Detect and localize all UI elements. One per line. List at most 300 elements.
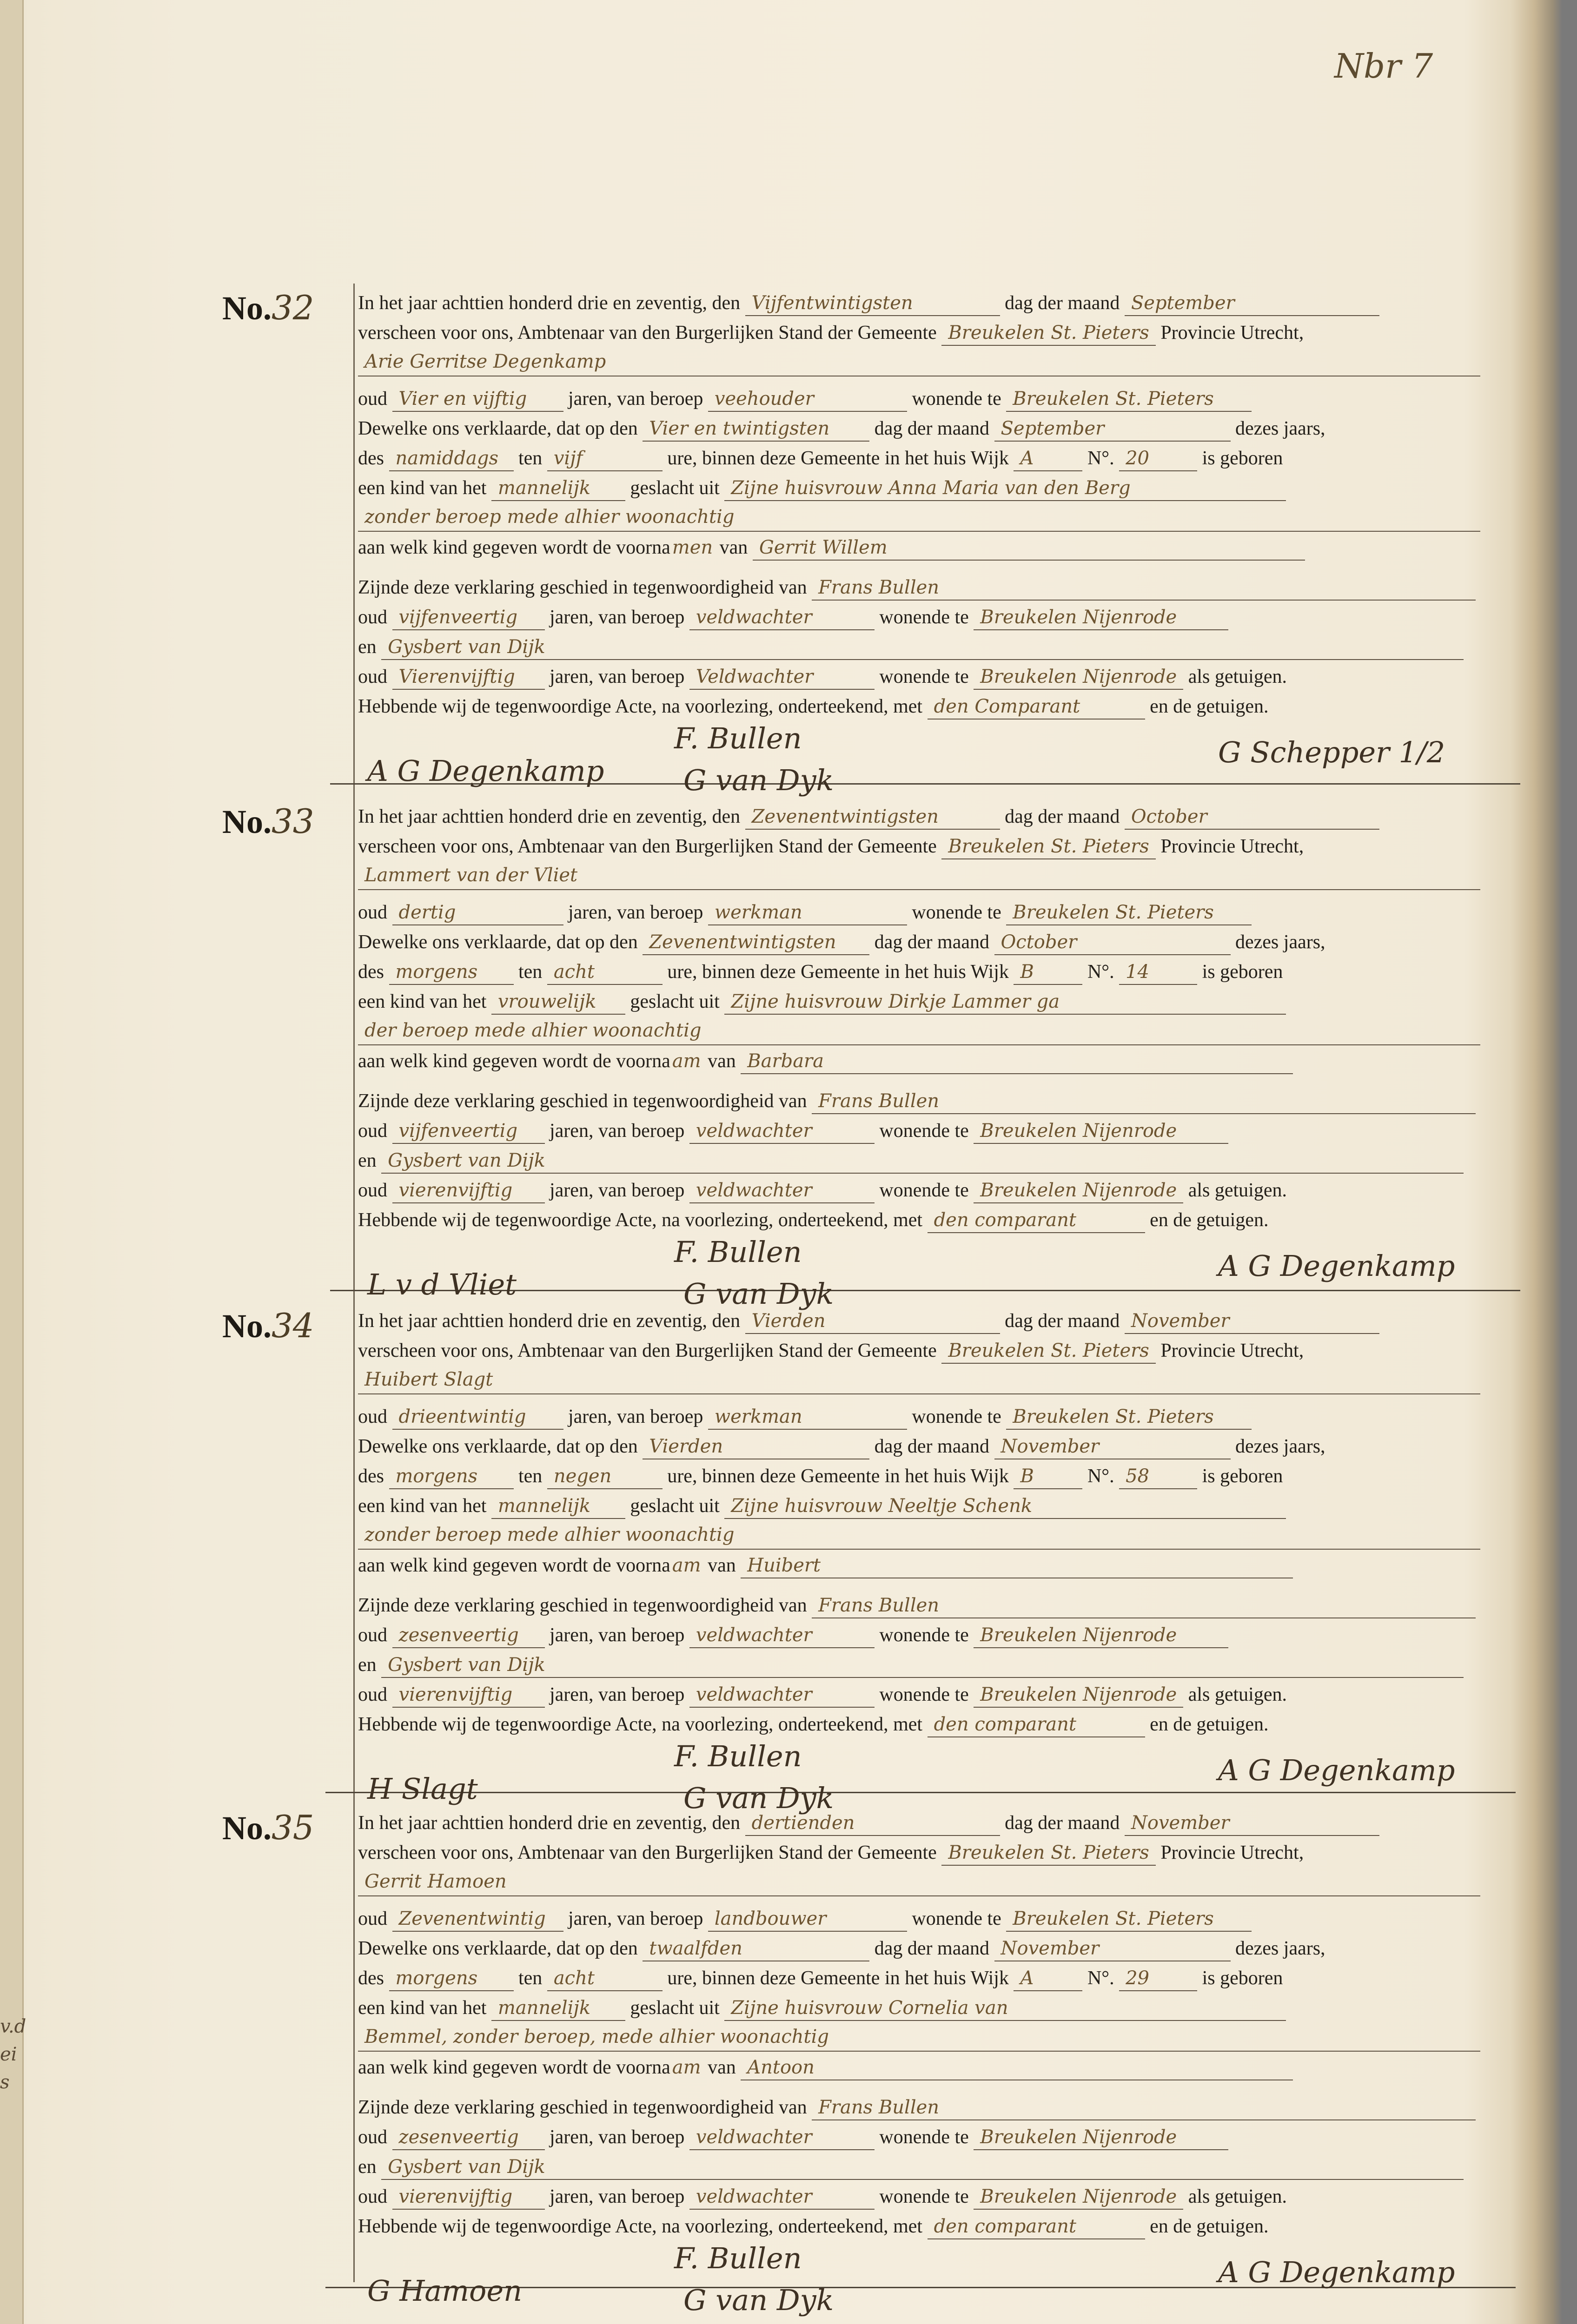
record-line-birthdate bbox=[358, 927, 1525, 957]
printed-form-text: oud bbox=[358, 1406, 387, 1427]
printed-form-text: aan welk kind gegeven wordt de voorna bbox=[358, 1050, 670, 1072]
handwritten-name-suffix: men bbox=[672, 537, 713, 558]
handwritten-w1-res: Breukelen Nijenrode bbox=[974, 1623, 1228, 1648]
printed-form-text: In het jaar achttien honderd drie en zeventig, den bbox=[358, 1310, 741, 1332]
printed-form-text: en bbox=[358, 2156, 377, 2178]
printed-form-text: een kind van het bbox=[358, 1495, 487, 1517]
record-line-witness2 bbox=[358, 632, 1525, 662]
printed-form-text: jaren, van beroep bbox=[550, 2126, 685, 2148]
printed-form-text: dag der maand bbox=[874, 931, 989, 953]
printed-form-text: ure, binnen deze Gemeente in het huis Wijk bbox=[667, 1967, 1009, 1989]
record-line-witness1 bbox=[358, 573, 1525, 602]
printed-form-text: wonende te bbox=[912, 1406, 1001, 1427]
printed-form-text: van bbox=[708, 1555, 736, 1576]
record-line-witness1-details bbox=[358, 1620, 1525, 1650]
printed-form-text: Dewelke ons verklaarde, dat op den bbox=[358, 418, 638, 439]
record-line-witness2-details bbox=[358, 1680, 1525, 1710]
printed-form-text: Provincie Utrecht, bbox=[1160, 1340, 1304, 1361]
printed-form-text: oud bbox=[358, 1120, 387, 1142]
printed-form-text: Hebbende wij de tegenwoordige Acte, na voorlezing, onderteekend, met bbox=[358, 2216, 923, 2237]
printed-form-text: oud bbox=[358, 388, 387, 409]
record-line-profession bbox=[358, 384, 1525, 414]
handwritten-gemeente: Breukelen St. Pieters bbox=[941, 1339, 1155, 1364]
handwritten-w2-age: vierenvijftig bbox=[392, 1683, 545, 1708]
handwritten-w1-res: Breukelen Nijenrode bbox=[974, 605, 1228, 630]
handwritten-time-of-day: namiddags bbox=[389, 446, 514, 471]
handwritten-gemeente: Breukelen St. Pieters bbox=[941, 834, 1155, 859]
birth-record bbox=[222, 802, 1525, 1337]
signature-declarant: A G Degenkamp bbox=[367, 754, 604, 788]
record-line-profession bbox=[358, 1904, 1525, 1934]
printed-form-text: des bbox=[358, 448, 384, 469]
record-line-birthdate bbox=[358, 1934, 1525, 1963]
signature-other: A G Degenkamp bbox=[1218, 2255, 1455, 2289]
signature-witness2: G van Dyk bbox=[683, 763, 834, 797]
handwritten-birth-day: Vierden bbox=[643, 1434, 869, 1459]
record-line-child-name bbox=[358, 2053, 1525, 2082]
printed-form-text: is geboren bbox=[1202, 1967, 1283, 1989]
printed-form-text: verscheen voor ons, Ambtenaar van den Burgerlijken Stand der Gemeente bbox=[358, 322, 937, 343]
printed-form-text: oud bbox=[358, 1684, 387, 1705]
printed-form-text: als getuigen. bbox=[1188, 1684, 1287, 1705]
record-line-signing bbox=[358, 1710, 1525, 1739]
handwritten-w1-prof: veldwachter bbox=[689, 1623, 875, 1648]
printed-form-text: aan welk kind gegeven wordt de voorna bbox=[358, 2057, 670, 2078]
printed-form-text: van bbox=[708, 2057, 736, 2078]
printed-form-text: dag der maand bbox=[1005, 806, 1120, 827]
printed-form-text: N°. bbox=[1087, 448, 1114, 469]
printed-form-text: van bbox=[719, 537, 748, 558]
handwritten-w1-age: vijfenveertig bbox=[392, 605, 545, 630]
record-line-time bbox=[358, 443, 1525, 473]
signature-other: A G Degenkamp bbox=[1218, 1249, 1455, 1283]
printed-form-text: dezes jaars, bbox=[1235, 931, 1325, 953]
printed-form-text: als getuigen. bbox=[1188, 666, 1287, 687]
handwritten-mother-cont: zonder beroep mede alhier woonachtig bbox=[358, 503, 1480, 532]
handwritten-child-name: Barbara bbox=[741, 1049, 1293, 1074]
handwritten-witness2: Gysbert van Dijk bbox=[381, 635, 1464, 660]
handwritten-signed-with: den comparant bbox=[928, 1208, 1145, 1233]
birth-record bbox=[222, 288, 1525, 824]
record-line-witness1 bbox=[358, 1591, 1525, 1620]
handwritten-mother-cont: Bemmel, zonder beroep, mede alhier woonachtig bbox=[358, 2023, 1480, 2052]
handwritten-birth-day: Vier en twintigsten bbox=[643, 416, 869, 442]
handwritten-signed-with: den comparant bbox=[928, 2214, 1145, 2239]
handwritten-no-value: 34 bbox=[272, 1306, 314, 1345]
handwritten-w2-res: Breukelen Nijenrode bbox=[974, 1178, 1183, 1203]
record-line-mother-cont bbox=[358, 503, 1525, 533]
printed-form-text: is geboren bbox=[1202, 961, 1283, 983]
handwritten-profession: landbouwer bbox=[708, 1907, 907, 1932]
printed-form-text: dag der maand bbox=[874, 1938, 989, 1959]
handwritten-name-suffix: am bbox=[672, 1555, 701, 1576]
record-line-date bbox=[358, 288, 1525, 318]
printed-form-text: verscheen voor ons, Ambtenaar van den Burgerlijken Stand der Gemeente bbox=[358, 1842, 937, 1863]
printed-form-text: oud bbox=[358, 666, 387, 687]
printed-form-text: geslacht uit bbox=[630, 991, 720, 1012]
record-line-date bbox=[358, 1306, 1525, 1336]
record-line-child-name bbox=[358, 1551, 1525, 1580]
birth-record bbox=[222, 1808, 1525, 2324]
printed-form-text: oud bbox=[358, 1624, 387, 1646]
handwritten-no-value: 32 bbox=[272, 288, 314, 327]
handwritten-no-label: No. bbox=[222, 1307, 272, 1345]
margin-notes bbox=[0, 2013, 26, 2096]
printed-form-text: als getuigen. bbox=[1188, 2186, 1287, 2207]
handwritten-w2-res: Breukelen Nijenrode bbox=[974, 1683, 1183, 1708]
printed-form-text: aan welk kind gegeven wordt de voorna bbox=[358, 537, 670, 558]
previous-page-edge bbox=[0, 0, 27, 2324]
handwritten-month: November bbox=[1125, 1811, 1379, 1836]
handwritten-w2-res: Breukelen Nijenrode bbox=[974, 2185, 1183, 2210]
handwritten-profession: werkman bbox=[708, 900, 907, 925]
handwritten-witness2: Gysbert van Dijk bbox=[381, 1149, 1464, 1174]
printed-form-text: een kind van het bbox=[358, 991, 487, 1012]
handwritten-no-value: 35 bbox=[272, 1808, 314, 1847]
signature-other: G Schepper 1/2 bbox=[1218, 735, 1445, 769]
record-line-sex bbox=[358, 1993, 1525, 2023]
printed-form-text: Zijnde deze verklaring geschied in tegenwoordigheid van bbox=[358, 577, 807, 598]
record-line-signing bbox=[358, 692, 1525, 721]
handwritten-declarant: Gerrit Hamoen bbox=[358, 1868, 1480, 1896]
margin-note: v.d bbox=[0, 2016, 27, 2037]
printed-form-text: geslacht uit bbox=[630, 477, 720, 499]
printed-form-text: dezes jaars, bbox=[1235, 1436, 1325, 1457]
handwritten-name-suffix: am bbox=[672, 1050, 701, 1072]
handwritten-w1-age: vijfenveertig bbox=[392, 1119, 545, 1144]
printed-form-text: en de getuigen. bbox=[1150, 2216, 1269, 2237]
printed-form-text: dezes jaars, bbox=[1235, 1938, 1325, 1959]
handwritten-birth-month: October bbox=[994, 930, 1231, 955]
printed-form-text: dezes jaars, bbox=[1235, 418, 1325, 439]
handwritten-witness2: Gysbert van Dijk bbox=[381, 2155, 1464, 2180]
printed-form-text: ten bbox=[518, 1967, 543, 1989]
record-line-date bbox=[358, 1808, 1525, 1838]
printed-form-text: aan welk kind gegeven wordt de voorna bbox=[358, 1555, 670, 1576]
record-line-birthdate bbox=[358, 1432, 1525, 1461]
printed-form-text: dag der maand bbox=[874, 1436, 989, 1457]
printed-form-text: en de getuigen. bbox=[1150, 1209, 1269, 1231]
record-line-witness1-details bbox=[358, 602, 1525, 632]
printed-form-text: Dewelke ons verklaarde, dat op den bbox=[358, 1938, 638, 1959]
printed-form-text: Hebbende wij de tegenwoordige Acte, na voorlezing, onderteekend, met bbox=[358, 1209, 923, 1231]
record-number bbox=[222, 288, 314, 328]
record-line-mother-cont bbox=[358, 2023, 1525, 2053]
record-line-mother-cont bbox=[358, 1521, 1525, 1551]
handwritten-hour: vijf bbox=[547, 446, 663, 471]
handwritten-birth-month: September bbox=[994, 416, 1231, 442]
record-line-witness2 bbox=[358, 1146, 1525, 1175]
record-line-sex bbox=[358, 987, 1525, 1017]
handwritten-mother-cont: zonder beroep mede alhier woonachtig bbox=[358, 1521, 1480, 1550]
handwritten-sex: vrouwelijk bbox=[491, 990, 625, 1015]
handwritten-mother-cont: der beroep mede alhier woonachtig bbox=[358, 1017, 1480, 1045]
printed-form-text: wonende te bbox=[879, 2126, 969, 2148]
handwritten-time-of-day: morgens bbox=[389, 1464, 514, 1489]
printed-form-text: wonende te bbox=[912, 388, 1001, 409]
record-line-witness2-details bbox=[358, 2182, 1525, 2212]
signature-declarant: L v d Vliet bbox=[367, 1268, 517, 1301]
record-line-time bbox=[358, 1963, 1525, 1993]
printed-form-text: jaren, van beroep bbox=[550, 1624, 685, 1646]
handwritten-time-of-day: morgens bbox=[389, 1966, 514, 1991]
record-line-profession bbox=[358, 898, 1525, 927]
handwritten-residence: Breukelen St. Pieters bbox=[1006, 900, 1252, 925]
printed-form-text: jaren, van beroep bbox=[550, 2186, 685, 2207]
signature-other: A G Degenkamp bbox=[1218, 1753, 1455, 1787]
handwritten-profession: veehouder bbox=[708, 387, 907, 412]
printed-form-text: jaren, van beroep bbox=[550, 1180, 685, 1201]
printed-form-text: en de getuigen. bbox=[1150, 1714, 1269, 1735]
printed-form-text: oud bbox=[358, 1180, 387, 1201]
printed-form-text: In het jaar achttien honderd drie en zeventig, den bbox=[358, 1812, 741, 1834]
printed-form-text: wonende te bbox=[879, 1684, 969, 1705]
handwritten-house-no: 29 bbox=[1119, 1966, 1197, 1991]
handwritten-w2-prof: veldwachter bbox=[689, 2185, 875, 2210]
birth-record bbox=[222, 1306, 1525, 1842]
printed-form-text: verscheen voor ons, Ambtenaar van den Burgerlijken Stand der Gemeente bbox=[358, 836, 937, 857]
handwritten-w1-res: Breukelen Nijenrode bbox=[974, 2125, 1228, 2150]
printed-form-text: is geboren bbox=[1202, 448, 1283, 469]
handwritten-w2-age: vierenvijftig bbox=[392, 2185, 545, 2210]
handwritten-witness1: Frans Bullen bbox=[812, 1089, 1476, 1114]
signature-witness1: F. Bullen bbox=[674, 1739, 802, 1773]
printed-form-text: In het jaar achttien honderd drie en zeventig, den bbox=[358, 292, 741, 314]
printed-form-text: Dewelke ons verklaarde, dat op den bbox=[358, 1436, 638, 1457]
printed-form-text: Hebbende wij de tegenwoordige Acte, na voorlezing, onderteekend, met bbox=[358, 1714, 923, 1735]
record-line-sex bbox=[358, 473, 1525, 503]
record-line-witness2-details bbox=[358, 1175, 1525, 1205]
handwritten-no-value: 33 bbox=[272, 802, 314, 841]
printed-form-text: Provincie Utrecht, bbox=[1160, 1842, 1304, 1863]
printed-form-text: ure, binnen deze Gemeente in het huis Wijk bbox=[667, 1466, 1009, 1487]
handwritten-birth-day: Zevenentwintigsten bbox=[643, 930, 869, 955]
record-line-witness1-details bbox=[358, 1116, 1525, 1146]
printed-form-text: ure, binnen deze Gemeente in het huis Wijk bbox=[667, 961, 1009, 983]
printed-form-text: geslacht uit bbox=[630, 1495, 720, 1517]
printed-form-text: Dewelke ons verklaarde, dat op den bbox=[358, 931, 638, 953]
record-line-date bbox=[358, 802, 1525, 832]
printed-form-text: des bbox=[358, 961, 384, 983]
handwritten-age: Zevenentwintig bbox=[392, 1907, 563, 1932]
handwritten-w1-res: Breukelen Nijenrode bbox=[974, 1119, 1228, 1144]
handwritten-wijk: B bbox=[1014, 1464, 1082, 1489]
record-line-witness2-details bbox=[358, 662, 1525, 692]
printed-form-text: jaren, van beroep bbox=[550, 1120, 685, 1142]
printed-form-text: oud bbox=[358, 2126, 387, 2148]
printed-form-text: ten bbox=[518, 448, 543, 469]
printed-form-text: wonende te bbox=[879, 2186, 969, 2207]
printed-form-text: jaren, van beroep bbox=[568, 388, 703, 409]
printed-form-text: dag der maand bbox=[1005, 1310, 1120, 1332]
printed-form-text: jaren, van beroep bbox=[550, 607, 685, 628]
signature-witness2: G van Dyk bbox=[683, 1277, 834, 1311]
handwritten-day: Vierden bbox=[745, 1309, 1000, 1334]
signature-declarant: G Hamoen bbox=[367, 2274, 523, 2308]
record-number bbox=[222, 1306, 314, 1346]
handwritten-w1-prof: veldwachter bbox=[689, 2125, 875, 2150]
handwritten-declarant: Arie Gerritse Degenkamp bbox=[358, 348, 1480, 376]
handwritten-w2-prof: veldwachter bbox=[689, 1178, 875, 1203]
printed-form-text: wonende te bbox=[879, 1180, 969, 1201]
handwritten-wijk: B bbox=[1014, 960, 1082, 985]
handwritten-w2-age: Vierenvijftig bbox=[392, 665, 545, 690]
handwritten-witness1: Frans Bullen bbox=[812, 2095, 1476, 2120]
printed-form-text: jaren, van beroep bbox=[568, 1406, 703, 1427]
record-line-declarant bbox=[358, 861, 1525, 898]
handwritten-no-label: No. bbox=[222, 803, 272, 840]
record-line-witness1 bbox=[358, 2093, 1525, 2122]
handwritten-child-name: Gerrit Willem bbox=[753, 535, 1305, 561]
record-line-declarant bbox=[358, 348, 1525, 384]
printed-form-text: Hebbende wij de tegenwoordige Acte, na voorlezing, onderteekend, met bbox=[358, 696, 923, 717]
handwritten-sex: mannelijk bbox=[491, 1996, 625, 2021]
record-line-time bbox=[358, 957, 1525, 987]
handwritten-witness2: Gysbert van Dijk bbox=[381, 1653, 1464, 1678]
signature-witness1: F. Bullen bbox=[674, 2241, 802, 2275]
handwritten-residence: Breukelen St. Pieters bbox=[1006, 1405, 1252, 1430]
handwritten-w2-res: Breukelen Nijenrode bbox=[974, 665, 1183, 690]
printed-form-text: een kind van het bbox=[358, 477, 487, 499]
printed-form-text: Provincie Utrecht, bbox=[1160, 836, 1304, 857]
record-line-gemeente bbox=[358, 832, 1525, 861]
printed-form-text: oud bbox=[358, 607, 387, 628]
handwritten-gemeente: Breukelen St. Pieters bbox=[941, 321, 1155, 346]
handwritten-mother: Zijne huisvrouw Anna Maria van den Berg bbox=[724, 476, 1286, 501]
handwritten-house-no: 58 bbox=[1119, 1464, 1197, 1489]
record-line-witness1-details bbox=[358, 2122, 1525, 2152]
printed-form-text: en de getuigen. bbox=[1150, 696, 1269, 717]
handwritten-sex: mannelijk bbox=[491, 1494, 625, 1519]
printed-form-text: dag der maand bbox=[874, 418, 989, 439]
printed-form-text: jaren, van beroep bbox=[568, 902, 703, 923]
handwritten-month: October bbox=[1125, 805, 1379, 830]
printed-form-text: dag der maand bbox=[1005, 1812, 1120, 1834]
handwritten-hour: acht bbox=[547, 960, 663, 985]
printed-form-text: wonende te bbox=[879, 607, 969, 628]
printed-form-text: Zijnde deze verklaring geschied in tegenwoordigheid van bbox=[358, 1595, 807, 1616]
record-line-time bbox=[358, 1461, 1525, 1491]
printed-form-text: N°. bbox=[1087, 961, 1114, 983]
printed-form-text: is geboren bbox=[1202, 1466, 1283, 1487]
handwritten-child-name: Huibert bbox=[741, 1553, 1293, 1578]
printed-form-text: wonende te bbox=[879, 1120, 969, 1142]
printed-form-text: jaren, van beroep bbox=[568, 1908, 703, 1929]
printed-form-text: oud bbox=[358, 902, 387, 923]
handwritten-w2-age: vierenvijftig bbox=[392, 1178, 545, 1203]
handwritten-birth-month: November bbox=[994, 1936, 1231, 1961]
record-line-witness2 bbox=[358, 1650, 1525, 1680]
printed-form-text: jaren, van beroep bbox=[550, 1684, 685, 1705]
handwritten-declarant: Huibert Slagt bbox=[358, 1366, 1480, 1394]
handwritten-residence: Breukelen St. Pieters bbox=[1006, 387, 1252, 412]
handwritten-mother: Zijne huisvrouw Neeltje Schenk bbox=[724, 1494, 1286, 1519]
signature-witness1: F. Bullen bbox=[674, 721, 802, 755]
handwritten-day: dertienden bbox=[745, 1811, 1000, 1836]
margin-note: s bbox=[0, 2072, 10, 2093]
handwritten-witness1: Frans Bullen bbox=[812, 1593, 1476, 1618]
printed-form-text: N°. bbox=[1087, 1466, 1114, 1487]
record-line-declarant bbox=[358, 1868, 1525, 1904]
handwritten-gemeente: Breukelen St. Pieters bbox=[941, 1841, 1155, 1866]
handwritten-signed-with: den comparant bbox=[928, 1712, 1145, 1737]
printed-form-text: ten bbox=[518, 961, 543, 983]
signatures bbox=[358, 2241, 1525, 2324]
printed-form-text: Provincie Utrecht, bbox=[1160, 322, 1304, 343]
signature-witness2: G van Dyk bbox=[683, 2283, 834, 2317]
printed-form-text: oud bbox=[358, 1908, 387, 1929]
printed-form-text: oud bbox=[358, 2186, 387, 2207]
printed-form-text: van bbox=[708, 1050, 736, 1072]
handwritten-age: Vier en vijftig bbox=[392, 387, 563, 412]
record-line-gemeente bbox=[358, 1336, 1525, 1366]
printed-form-text: ten bbox=[518, 1466, 543, 1487]
handwritten-no-label: No. bbox=[222, 1809, 272, 1847]
handwritten-birth-day: twaalfden bbox=[643, 1936, 869, 1961]
handwritten-w2-prof: veldwachter bbox=[689, 1683, 875, 1708]
record-line-mother-cont bbox=[358, 1017, 1525, 1046]
printed-form-text: dag der maand bbox=[1005, 292, 1120, 314]
handwritten-w1-age: zesenveertig bbox=[392, 1623, 545, 1648]
printed-form-text: N°. bbox=[1087, 1967, 1114, 1989]
record-line-child-name bbox=[358, 533, 1525, 562]
signature-declarant: H Slagt bbox=[367, 1772, 478, 1806]
printed-form-text: en bbox=[358, 636, 377, 658]
signature-witness2: G van Dyk bbox=[683, 1781, 834, 1815]
printed-form-text: Zijnde deze verklaring geschied in tegenwoordigheid van bbox=[358, 1090, 807, 1112]
record-line-witness1 bbox=[358, 1086, 1525, 1116]
handwritten-day: Vijfentwintigsten bbox=[745, 291, 1000, 316]
printed-form-text: wonende te bbox=[879, 1624, 969, 1646]
printed-form-text: In het jaar achttien honderd drie en zeventig, den bbox=[358, 806, 741, 827]
handwritten-declarant: Lammert van der Vliet bbox=[358, 861, 1480, 890]
printed-form-text: des bbox=[358, 1967, 384, 1989]
printed-form-text: jaren, van beroep bbox=[550, 666, 685, 687]
printed-form-text: als getuigen. bbox=[1188, 1180, 1287, 1201]
record-line-witness2 bbox=[358, 2152, 1525, 2182]
handwritten-w1-prof: veldwachter bbox=[689, 605, 875, 630]
printed-form-text: verscheen voor ons, Ambtenaar van den Burgerlijken Stand der Gemeente bbox=[358, 1340, 937, 1361]
printed-form-text: en bbox=[358, 1654, 377, 1676]
printed-form-text: wonende te bbox=[879, 666, 969, 687]
printed-form-text: wonende te bbox=[912, 1908, 1001, 1929]
handwritten-w2-prof: Veldwachter bbox=[689, 665, 875, 690]
handwritten-w1-age: zesenveertig bbox=[392, 2125, 545, 2150]
handwritten-witness1: Frans Bullen bbox=[812, 575, 1476, 601]
record-line-signing bbox=[358, 2212, 1525, 2241]
handwritten-birth-month: November bbox=[994, 1434, 1231, 1459]
handwritten-month: September bbox=[1125, 291, 1379, 316]
handwritten-mother: Zijne huisvrouw Cornelia van bbox=[724, 1996, 1286, 2021]
handwritten-signed-with: den Comparant bbox=[928, 694, 1145, 720]
record-line-birthdate bbox=[358, 414, 1525, 443]
record-line-gemeente bbox=[358, 318, 1525, 348]
handwritten-age: drieentwintig bbox=[392, 1405, 563, 1430]
handwritten-w1-prof: veldwachter bbox=[689, 1119, 875, 1144]
handwritten-sex: mannelijk bbox=[491, 476, 625, 501]
handwritten-wijk: A bbox=[1014, 1966, 1082, 1991]
handwritten-house-no: 20 bbox=[1119, 446, 1197, 471]
record-line-signing bbox=[358, 1205, 1525, 1235]
signature-witness1: F. Bullen bbox=[674, 1235, 802, 1269]
handwritten-time-of-day: morgens bbox=[389, 960, 514, 985]
printed-form-text: des bbox=[358, 1466, 384, 1487]
handwritten-residence: Breukelen St. Pieters bbox=[1006, 1907, 1252, 1932]
handwritten-day: Zevenentwintigsten bbox=[745, 805, 1000, 830]
printed-form-text: Zijnde deze verklaring geschied in tegenwoordigheid van bbox=[358, 2097, 807, 2118]
folio-number: Nbr 7 bbox=[1334, 46, 1433, 86]
handwritten-no-label: No. bbox=[222, 290, 272, 327]
